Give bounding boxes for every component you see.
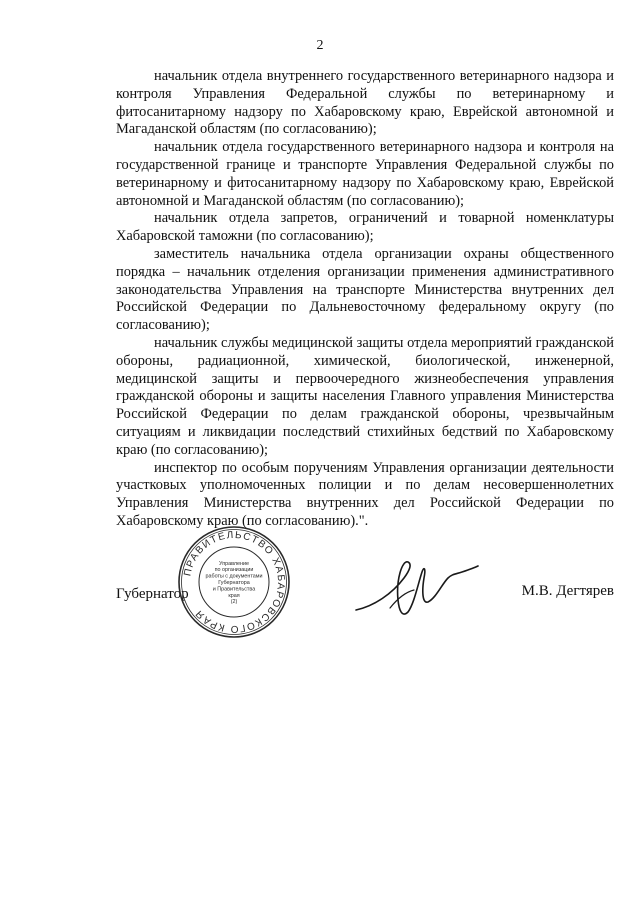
seal-inner-line: края <box>228 592 240 599</box>
seal-inner-line: Управление <box>219 560 249 567</box>
seal-ring-text: ПРАВИТЕЛЬСТВО ХАБАРОВСКОГО КРАЯ <box>182 529 287 635</box>
page-number: 2 <box>316 38 324 53</box>
seal-inner-line: Губернатора <box>218 580 250 586</box>
seal-inner-line: (2) <box>230 599 238 606</box>
paragraph-vet-control-internal: начальник отдела внутреннего государственного ветеринарного надзора и контроля Управления Федеральной службы по ветеринарному и фитосанитарному надзору по Хабаровскому краю, Еврейской автономной и Магаданской областям (по согласованию); <box>116 68 614 138</box>
signer-position: Губернатор <box>116 586 189 602</box>
paragraph-public-order: заместитель начальника отдела организации охраны общественного порядка – начальник отделения организации применения административного законодательства Управления на транспорте Министерства внутренних дел Российской Федерации по Дальневосточному федеральному округу (по согласованию); <box>116 245 614 334</box>
paragraph-civil-defense: начальник службы медицинской защиты отдела мероприятий гражданской обороны, радиационной, химической, биологической, инженерной, медицинской защиты и первоочередного жизнеобеспечения управления гражданской обороны и защиты населения Главного управления Министерства Российской Федерации по делам гражданской обороны, чрезвычайным ситуациям и ликвидации последствий стихийных бедствий по Хабаровскому краю (по согласованию); <box>116 334 614 458</box>
paragraph-police-inspector: инспектор по особым поручениям Управления организации деятельности участковых уполномоченных полиции и по делам несовершеннолетних Управления Министерства внутренних дел Российской Федерации по Хабаровскому краю (по согласованию).". <box>116 459 614 529</box>
paragraph-customs: начальник отдела запретов, ограничений и товарной номенклатуры Хабаровской таможни (по согласованию); <box>116 210 614 245</box>
document-body <box>116 68 614 531</box>
seal-inner-line: по организации <box>214 567 254 574</box>
paragraph-vet-control-border: начальник отдела государственного ветеринарного надзора и контроля на государственной границе и транспорте Управления Федеральной службы по ветеринарному и фитосанитарному надзору по Хабаровскому краю, Еврейской автономной и Магаданской областям (по согласованию); <box>116 139 614 209</box>
seal-inner-line: и Правительства <box>212 586 256 593</box>
signer-name: М.В. Дегтярев <box>521 583 614 599</box>
signature-block <box>116 529 614 696</box>
official-seal <box>176 524 292 640</box>
handwritten-signature <box>352 548 482 628</box>
seal-inner-line: работы с документами <box>205 573 263 580</box>
